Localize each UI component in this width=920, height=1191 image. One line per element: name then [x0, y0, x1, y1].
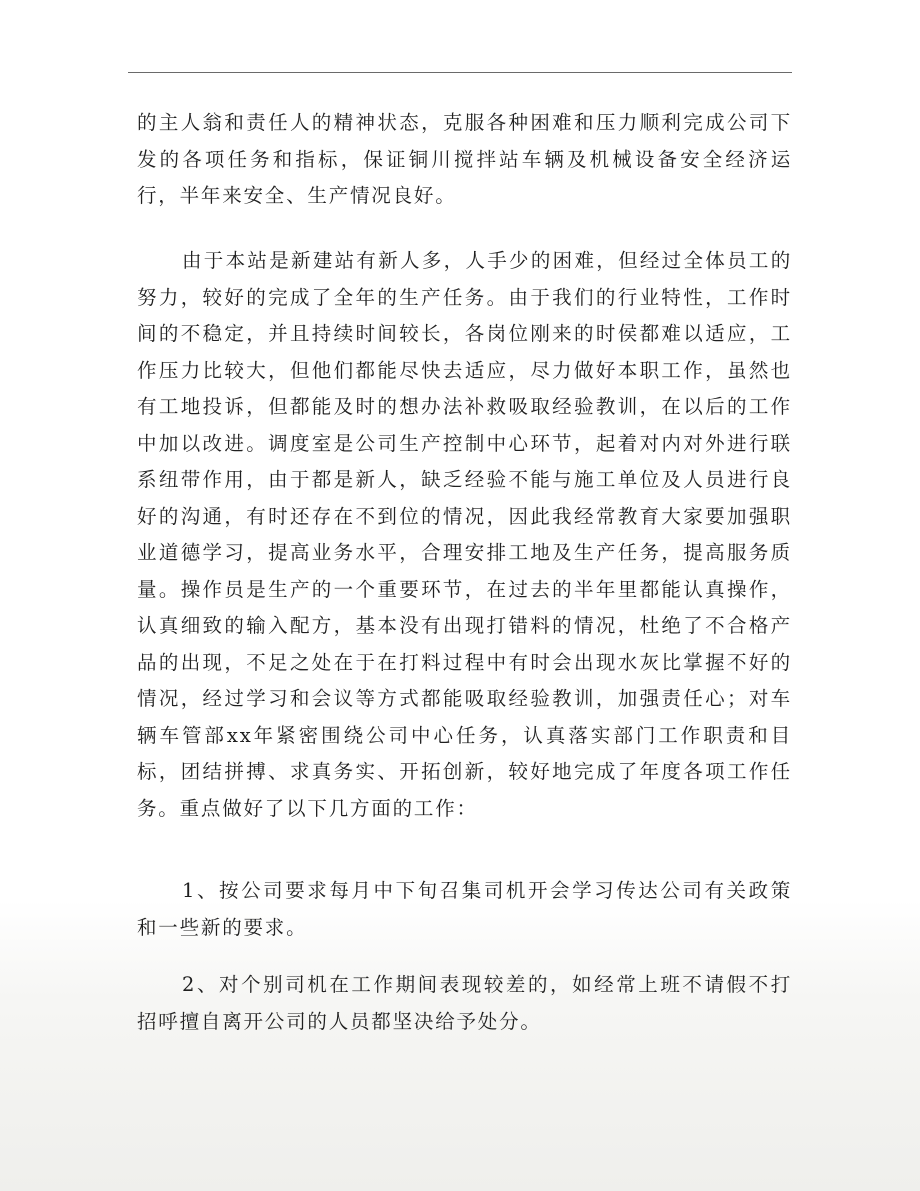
- header-rule: [128, 72, 792, 73]
- paragraph-body: 由于本站是新建站有新人多，人手少的困难，但经过全体员工的努力，较好的完成了全年的生产任务。由于我们的行业特性，工作时间的不稳定，并且持续时间较长，各岗位刚来的时侯都难以适应，工作压力比较大，但他们都能尽快去适应，尽力做好本职工作，虽然也有工地投诉，但都能及时的想办法补救吸取经验教训，在以后的工作中加以改进。调度室是公司生产控制中心环节，起着对内对外进行联系纽带作用，由于都是新人，缺乏经验不能与施工单位及人员进行良好的沟通，有时还存在不到位的情况，因此我经常教育大家要加强职业道德学习，提高业务水平，合理安排工地及生产任务，提高服务质量。操作员是生产的一个重要环节，在过去的半年里都能认真操作，认真细致的输入配方，基本没有出现打错料的情况，杜绝了不合格产品的出现，不足之处在于在打料过程中有时会出现水灰比掌握不好的情况，经过学习和会议等方式都能吸取经验教训，加强责任心；对车辆车管部xx年紧密围绕公司中心任务，认真落实部门工作职责和目标，团结拼搏、求真务实、开拓创新，较好地完成了年度各项工作任务。重点做好了以下几方面的工作：: [137, 249, 792, 820]
- paragraph-item-2: 2、对个别司机在工作期间表现较差的，如经常上班不请假不打招呼擅自离开公司的人员都坚决给予处分。: [137, 973, 792, 1033]
- paragraph-continuation: 的主人翁和责任人的精神状态，克服各种困难和压力顺利完成公司下发的各项任务和指标，保证铜川搅拌站车辆及机械设备安全经济运行，半年来安全、生产情况良好。: [137, 111, 792, 207]
- paragraph-item-1: 1、按公司要求每月中下旬召集司机开会学习传达公司有关政策和一些新的要求。: [137, 879, 792, 939]
